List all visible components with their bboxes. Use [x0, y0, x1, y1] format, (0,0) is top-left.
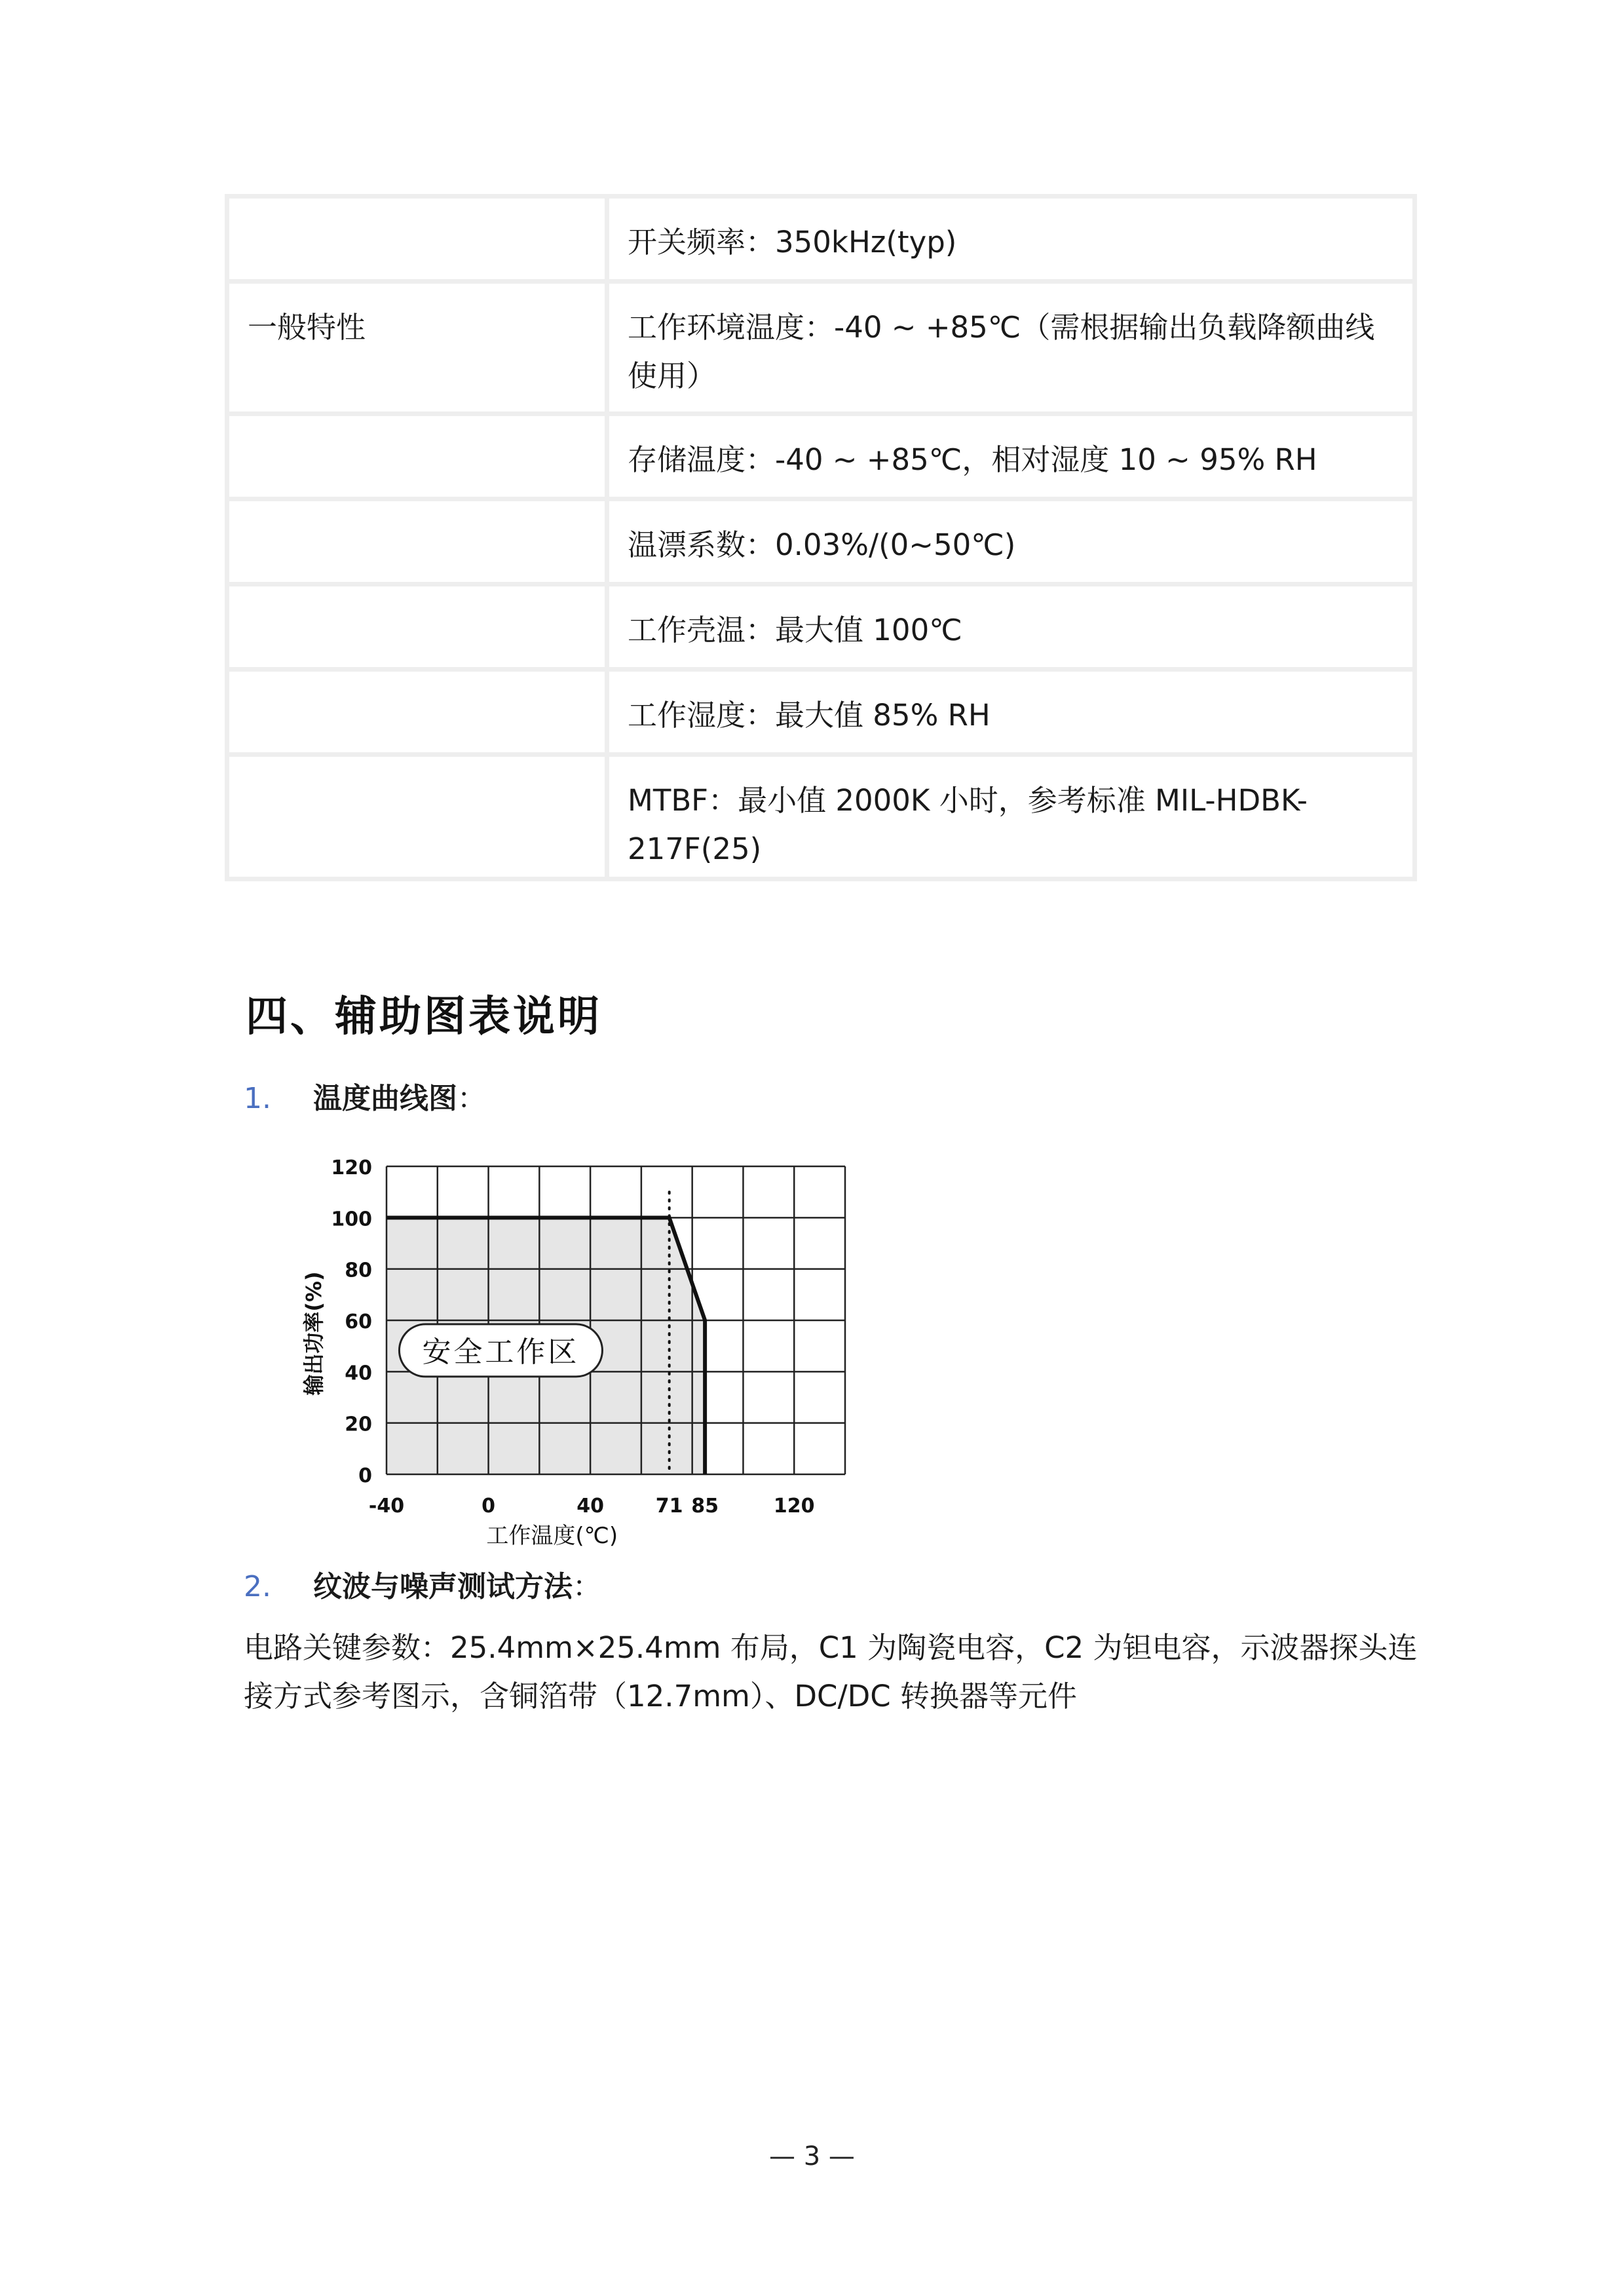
- y-tick-label: 60: [345, 1311, 372, 1333]
- x-tick-label: -40: [368, 1495, 405, 1518]
- list-suffix: ：: [573, 1570, 601, 1603]
- table-cell-category: [227, 414, 607, 499]
- table-cell-category: [227, 499, 607, 584]
- table-row: [227, 584, 1415, 670]
- list-label: 纹波与噪声测试方法: [313, 1570, 573, 1603]
- safe-area-label: 安全工作区: [422, 1335, 580, 1369]
- x-axis-label: 工作温度(℃): [486, 1523, 618, 1549]
- table-cell-spec: 工作湿度：最大值 85% RH: [607, 670, 1415, 755]
- derating-chart: [288, 1147, 878, 1553]
- y-tick-label: 40: [345, 1362, 372, 1385]
- table-cell-spec: 工作壳温：最大值 100℃: [607, 584, 1415, 670]
- y-axis-label: 输出功率(%): [301, 1271, 326, 1396]
- table-cell-spec: 工作环境温度：-40 ~ +85℃（需根据输出负载降额曲线使用）: [607, 282, 1415, 414]
- x-tick-label: 0: [482, 1495, 495, 1518]
- table-cell-category: [227, 197, 607, 282]
- x-tick-label: 40: [576, 1495, 604, 1518]
- list-number: 1.: [244, 1082, 271, 1115]
- x-tick-label: 120: [773, 1495, 815, 1518]
- y-tick-label: 0: [358, 1464, 372, 1487]
- list-label: 温度曲线图: [313, 1082, 457, 1115]
- list-number: 2.: [244, 1570, 271, 1603]
- circuit-description: 电路关键参数：25.4mm×25.4mm 布局，C1 为陶瓷电容，C2 为钽电容，示波器探头连接方式参考图示，含铜箔带（12.7mm）、DC/DC 转换器等元件: [244, 1630, 1418, 1713]
- section-heading: 四、辅助图表说明: [246, 993, 602, 1041]
- table-row: [227, 197, 1415, 282]
- table-cell-category: [227, 584, 607, 670]
- table-cell-category: [227, 670, 607, 755]
- x-tick-label: 71: [655, 1495, 683, 1518]
- y-tick-label: 80: [345, 1259, 372, 1282]
- table-cell-category: 一般特性: [227, 282, 607, 414]
- table-row: [227, 282, 1415, 414]
- table-cell-spec: 温漂系数：0.03%/(0~50℃): [607, 499, 1415, 584]
- table-row: [227, 755, 1415, 879]
- page-number: — 3 —: [769, 2141, 855, 2172]
- table-row: [227, 414, 1415, 499]
- table-row: [227, 499, 1415, 584]
- y-tick-label: 120: [331, 1157, 372, 1179]
- y-tick-label: 20: [345, 1413, 372, 1436]
- spec-table: [225, 194, 1417, 881]
- table-cell-category: [227, 755, 607, 879]
- table-cell-spec: MTBF：最小值 2000K 小时，参考标准 MIL-HDBK-217F(25): [607, 755, 1415, 879]
- table-row: [227, 670, 1415, 755]
- list-item-temperature-curve: [244, 1075, 486, 1117]
- x-tick-label: 85: [691, 1495, 719, 1518]
- table-cell-spec: 开关频率：350kHz(typ): [607, 197, 1415, 282]
- table-cell-spec: 存储温度：-40 ~ +85℃，相对湿度 10 ~ 95% RH: [607, 414, 1415, 499]
- y-tick-label: 100: [331, 1208, 372, 1231]
- list-suffix: ：: [457, 1082, 486, 1115]
- list-item-ripple-noise: [244, 1563, 601, 1605]
